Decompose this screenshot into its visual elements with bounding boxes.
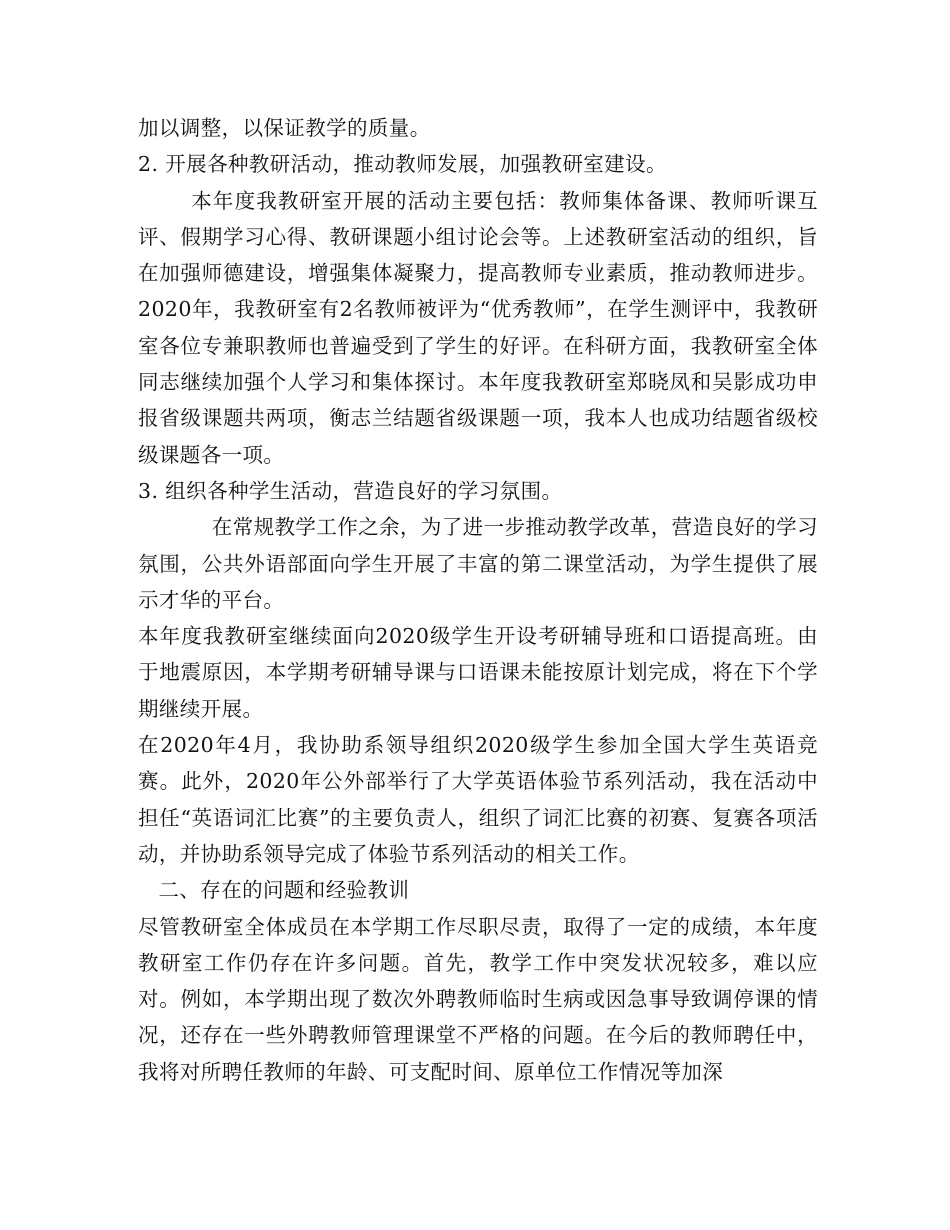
- paragraph-tutoring-classes: 本年度我教研室继续面向2020级学生开设考研辅导班和口语提高班。由于地震原因，本学期考研辅导课与口语课未能按原计划完成，将在下个学期继续开展。: [138, 624, 818, 721]
- document-body: [138, 110, 818, 1090]
- paragraph-english-competition: 在2020年4月，我协助系领导组织2020级学生参加全国大学生英语竞赛。此外，2020年公外部举行了大学英语体验节系列活动，我在活动中担任“英语词汇比赛”的主要负责人，组织了词汇比赛的初赛、复赛各项活动，并协助系领导完成了体验节系列活动的相关工作。: [138, 733, 818, 866]
- section-heading-2: 2. 开展各种教研活动，推动教师发展，加强教研室建设。: [138, 152, 667, 177]
- section-heading-problems: 二、存在的问题和经验教训: [158, 878, 410, 903]
- paragraph-student-activities: 在常规教学工作之余，为了进一步推动教学改革，营造良好的学习氛围，公共外语部面向学生开展了丰富的第二课堂活动，为学生提供了展示才华的平台。: [138, 515, 818, 612]
- section-heading-3: 3. 组织各种学生活动，营造良好的学习氛围。: [138, 478, 563, 503]
- paragraph-research-activities: 本年度我教研室开展的活动主要包括：教师集体备课、教师听课互评、假期学习心得、教研课题小组讨论会等。上述教研室活动的组织，旨在加强师德建设，增强集体凝聚力，提高教师专业素质，推动教师进步。2020年，我教研室有2名教师被评为“优秀教师”，在学生测评中，我教研室各位专兼职教师也普遍受到了学生的好评。在科研方面，我教研室全体同志继续加强个人学习和集体探讨。本年度我教研室郑晓凤和吴影成功申报省级课题共两项，衡志兰结题省级课题一项，我本人也成功结题省级校级课题各一项。: [138, 188, 818, 467]
- paragraph-problems: 尽管教研室全体成员在本学期工作尽职尽责，取得了一定的成绩，本年度教研室工作仍存在许多问题。首先，教学工作中突发状况较多，难以应对。例如，本学期出现了数次外聘教师临时生病或因急事导致调停课的情况，还存在一些外聘教师管理课堂不严格的问题。在今后的教师聘任中，我将对所聘任教师的年龄、可支配时间、原单位工作情况等加深: [138, 914, 818, 1084]
- paragraph-continuation: 加以调整，以保证教学的质量。: [138, 116, 431, 140]
